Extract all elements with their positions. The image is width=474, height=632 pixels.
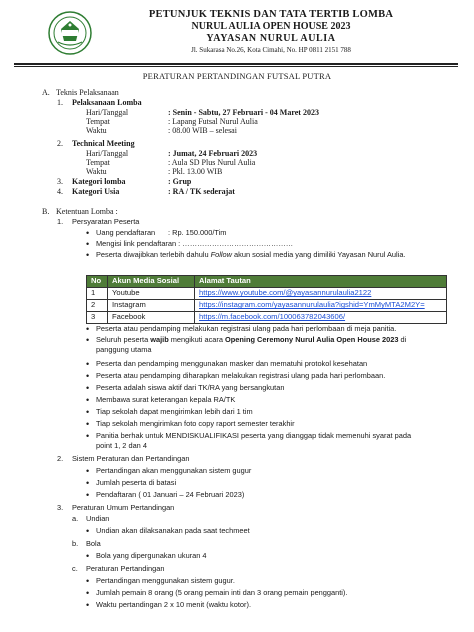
follow-instruction — [96, 251, 406, 260]
rule-active-student: • Peserta adalah siswa aktif dari TK/RA yang bersangkutan — [96, 384, 284, 393]
follow-emphasis: Follow — [210, 250, 232, 259]
p2-item: • Jumlah peserta di batasi — [96, 479, 176, 488]
social-media-table — [86, 275, 447, 324]
header-line-2: NURUL AULIA OPEN HOUSE 2023 — [191, 21, 351, 32]
col-account: Akun Media Sosial — [108, 276, 195, 288]
item-1-row-3-key: Waktu — [86, 126, 107, 135]
table-header-row — [87, 276, 447, 288]
opening-bold-2: Opening Ceremony Nurul Aulia Open House 2023 — [225, 335, 399, 344]
header-line-3: YAYASAN NURUL AULIA — [206, 33, 336, 44]
link-label — [96, 240, 293, 249]
item-2-row-1-value: : Jumat, 24 Februari 2023 — [168, 149, 258, 158]
rule-reregistration: • Peserta atau pendamping diharapkan melakukan registrasi ulang pada hari perlombaan. — [96, 372, 385, 381]
item-3-num: 3. — [57, 177, 63, 186]
item-1-row-2-value: : Lapang Futsal Nurul Aulia — [168, 117, 258, 126]
item-4-value: : RA / TK sederajat — [168, 187, 235, 196]
p3-num: 3. — [57, 503, 64, 512]
item-2-num: 2. — [57, 139, 63, 148]
table-row — [87, 300, 447, 312]
rule-opening — [96, 336, 406, 345]
fee-label: • Uang pendaftaran — [96, 229, 155, 238]
p2-item: • Pendaftaran ( 01 Januari – 24 Februari 2023) — [96, 491, 244, 500]
p3-a-title: Undian — [86, 514, 110, 523]
letterhead — [0, 6, 474, 64]
opening-mid: mengikuti acara — [168, 335, 225, 344]
link-dots: ……………………………………… — [182, 239, 294, 248]
fee-value: : Rp. 150.000/Tim — [168, 228, 227, 237]
p1-title: Persyaratan Peserta — [72, 217, 140, 226]
document-title: PERATURAN PERTANDINGAN FUTSAL PUTRA — [142, 71, 332, 81]
header-line-1: PETUNJUK TEKNIS DAN TATA TERTIB LOMBA — [148, 9, 394, 20]
opening-pre: Seluruh peserta — [96, 335, 151, 344]
p3-b-title: Bola — [86, 539, 101, 548]
row-no: 3 — [87, 312, 108, 324]
item-4-num: 4. — [57, 187, 63, 196]
row-no: 2 — [87, 300, 108, 312]
p3-c-label: c. — [72, 564, 78, 573]
p3-c-item: • Pertandingan menggunakan sistem gugur. — [96, 577, 235, 586]
p2-num: 2. — [57, 454, 64, 463]
item-2-row-3-value: : Pkl. 13.00 WIB — [168, 167, 223, 176]
rule-disqualify-line-2: point 1, 2 dan 4 — [96, 441, 147, 450]
p3-c-title: Peraturan Pertandingan — [86, 564, 165, 573]
follow-post: akun sosial media yang dimiliki Yayasan Nurul Aulia. — [232, 250, 406, 259]
item-2-row-3-key: Waktu — [86, 167, 107, 176]
col-url: Alamat Tautan — [195, 276, 447, 288]
rule-multi-team: • Tiap sekolah dapat mengirimkan lebih dari 1 tim — [96, 408, 253, 417]
follow-pre: Peserta diwajibkan terlebih dahulu — [96, 250, 211, 259]
item-4-title: Kategori Usia — [72, 187, 120, 196]
item-2-row-1-key: Hari/Tanggal — [86, 149, 129, 158]
item-2-row-2-key: Tempat — [86, 158, 110, 167]
p2-title: Sistem Peraturan dan Pertandingan — [72, 454, 190, 463]
opening-post: di — [398, 335, 407, 344]
item-1-row-3-value: : 08.00 WIB – selesai — [168, 126, 237, 135]
facebook-link[interactable]: https://m.facebook.com/100063782043606/ — [199, 312, 346, 322]
row-no: 1 — [87, 288, 108, 300]
row-url — [195, 288, 447, 300]
item-1-num: 1. — [57, 98, 63, 107]
section-b-label: B. — [42, 207, 50, 216]
row-url — [195, 300, 447, 312]
opening-bold-1: wajib — [150, 335, 169, 344]
item-1-title: Pelaksanaan Lomba — [72, 98, 142, 107]
rule-health: • Peserta dan pendamping menggunakan masker dan mematuhi protokol kesehatan — [96, 360, 367, 369]
item-1-row-1-key: Hari/Tanggal — [86, 108, 129, 117]
instagram-link[interactable]: https://instagram.com/yayasannurulaulia?igshid=YmMyMTA2M2Y= — [199, 300, 425, 310]
p3-a-item: • Undian akan dilaksanakan pada saat techmeet — [96, 527, 250, 536]
item-2-row-2-value: : Aula SD Plus Nurul Aulia — [168, 158, 256, 167]
col-no: No — [87, 276, 108, 288]
p3-b-item: • Bola yang dipergunakan ukuran 4 — [96, 552, 207, 561]
item-1-row-2-key: Tempat — [86, 117, 110, 126]
table-row — [87, 312, 447, 324]
header-rule-thin — [14, 66, 458, 67]
row-url — [195, 312, 447, 324]
section-b-title: Ketentuan Lomba : — [56, 207, 118, 216]
rule-opening-line-2: panggung utama — [96, 345, 152, 354]
p3-c-item: • Waktu pertandingan 2 x 10 menit (waktu kotor). — [96, 601, 251, 610]
row-account: Youtube — [108, 288, 195, 300]
link-label-text: Mengisi link pendaftaran : — [96, 239, 181, 248]
section-a-title: Teknis Pelaksanaan — [56, 88, 119, 97]
p3-a-label: a. — [72, 514, 79, 523]
p3-c-item: • Jumlah pemain 8 orang (5 orang pemain inti dan 3 orang pemain pengganti). — [96, 589, 347, 598]
item-1-row-1-value: : Senin - Sabtu, 27 Februari - 04 Maret 2023 — [168, 108, 319, 117]
rule-registration: • Peserta atau pendamping melakukan registrasi ulang pada hari perlombaan di meja panitia. — [96, 325, 396, 334]
p1-num: 1. — [57, 217, 64, 226]
rule-report: • Tiap sekolah mengirimkan foto copy raport semester terakhir — [96, 420, 295, 429]
item-3-title: Kategori lomba — [72, 177, 126, 186]
item-3-value: : Grup — [168, 177, 192, 186]
row-account: Facebook — [108, 312, 195, 324]
rule-disqualify: • Panitia berhak untuk MENDISKUALIFIKASI peserta yang dianggap tidak memenuhi syarat pada — [96, 432, 411, 441]
youtube-link[interactable]: https://www.youtube.com/@yayasannurulaulia2122 — [199, 288, 372, 298]
section-a-label: A. — [42, 88, 50, 97]
row-account: Instagram — [108, 300, 195, 312]
rule-letter: • Membawa surat keterangan kepala RA/TK — [96, 396, 235, 405]
p3-title: Peraturan Umum Pertandingan — [72, 503, 175, 512]
p3-b-label: b. — [72, 539, 79, 548]
header-rule-thick — [14, 63, 458, 65]
table-row — [87, 288, 447, 300]
foundation-logo — [48, 11, 92, 55]
p2-item: • Pertandingan akan menggunakan sistem gugur — [96, 467, 251, 476]
item-2-title: Technical Meeting — [72, 139, 135, 148]
header-address: Jl. Sukarasa No.26, Kota Cimahi, No. HP 0811 2151 788 — [191, 46, 351, 54]
